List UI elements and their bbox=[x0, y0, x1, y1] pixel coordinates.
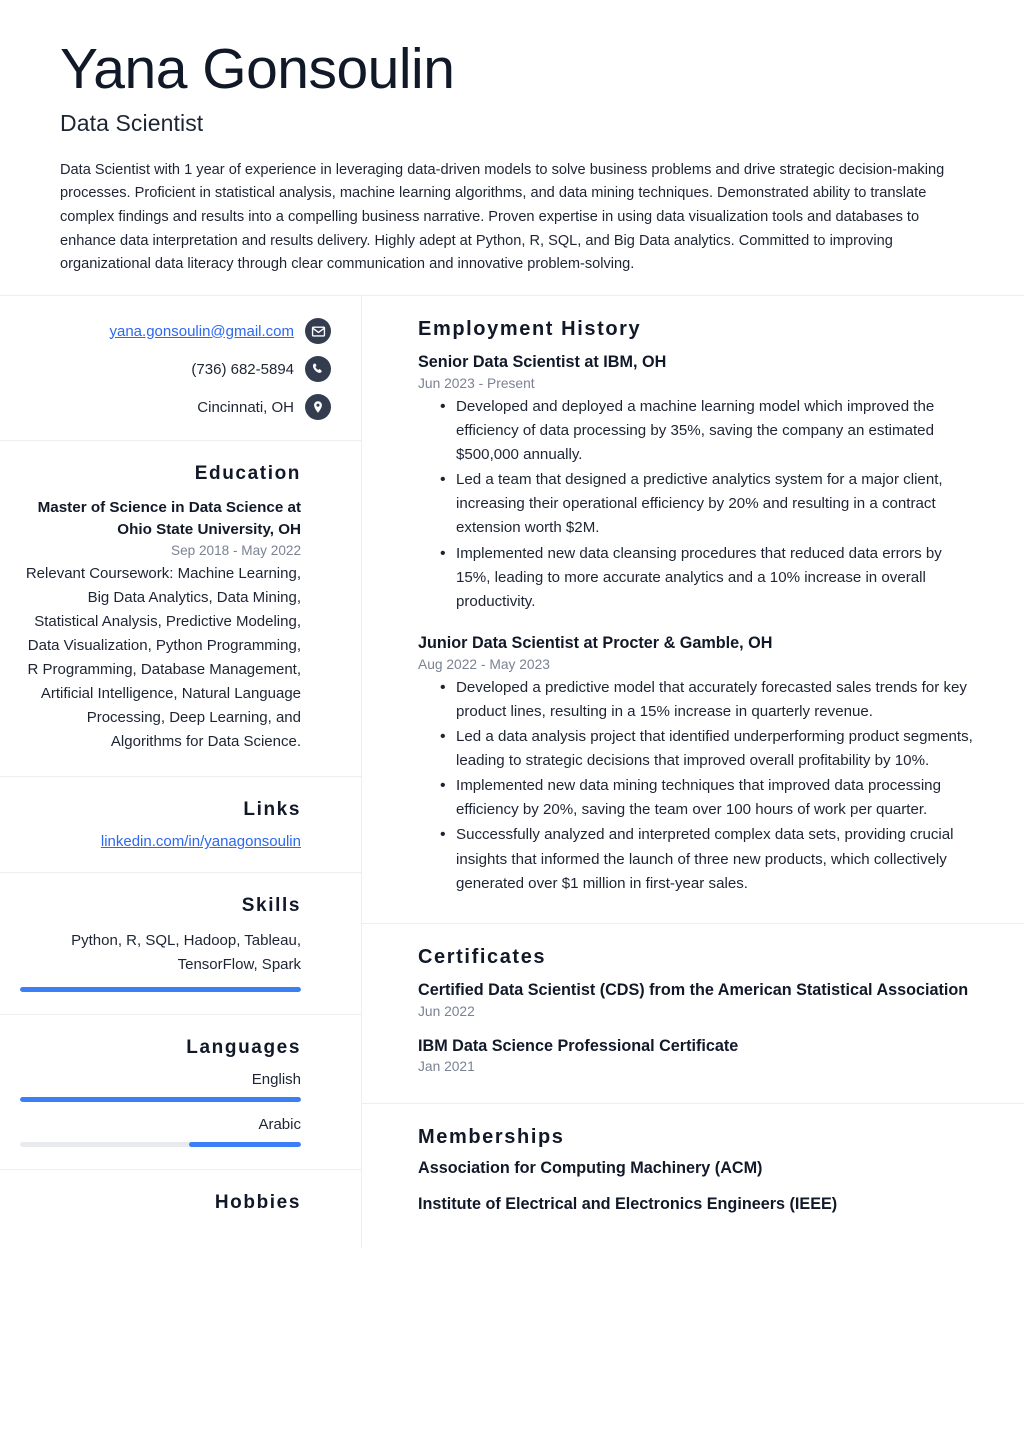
education-degree: Master of Science in Data Science at Ohio State University, OH bbox=[37, 499, 301, 539]
employment-bullets bbox=[418, 676, 974, 896]
candidate-job-title: Data Scientist bbox=[60, 109, 204, 136]
employment-date: Aug 2022 - May 2023 bbox=[418, 656, 550, 672]
phone-icon bbox=[305, 356, 331, 382]
employment-title: Senior Data Scientist at IBM, OH bbox=[418, 353, 667, 372]
employment-bullets bbox=[418, 395, 974, 614]
certificate-date: Jun 2022 bbox=[418, 1003, 475, 1019]
bullet-item: • Successfully analyzed and interpreted complex data sets, providing crucial insights that informed the launch of three new products, which collectively generated over $1 million in first-year sales. bbox=[440, 823, 974, 895]
language-level-fill bbox=[189, 1142, 301, 1147]
candidate-name: Yana Gonsoulin bbox=[60, 37, 455, 101]
certificates-heading: Certificates bbox=[418, 945, 547, 968]
languages-heading: Languages bbox=[186, 1037, 301, 1059]
phone-text: (736) 682-5894 bbox=[191, 360, 294, 378]
memberships-heading: Memberships bbox=[418, 1126, 565, 1149]
location-text: Cincinnati, OH bbox=[197, 398, 294, 416]
resume-header bbox=[0, 0, 1024, 296]
membership-entry: Association for Computing Machinery (ACM) bbox=[418, 1159, 763, 1178]
links-section bbox=[0, 777, 361, 873]
language-item-arabic bbox=[20, 1116, 301, 1147]
main-column bbox=[362, 296, 1024, 1248]
bullet-item: • Implemented new data cleansing procedures that reduced data errors by 15%, leading to more accurate analytics and a 10% increase in overall productivity. bbox=[440, 542, 974, 614]
employment-title: Junior Data Scientist at Procter & Gamble, OH bbox=[418, 633, 773, 652]
contact-details-section bbox=[0, 296, 361, 441]
employment-history-section bbox=[362, 296, 1024, 924]
languages-section bbox=[0, 1015, 361, 1170]
sidebar bbox=[0, 296, 362, 1248]
language-level-bar bbox=[20, 1097, 301, 1102]
language-name: Arabic bbox=[258, 1116, 301, 1134]
certificate-entry bbox=[418, 979, 974, 1019]
hobbies-heading: Hobbies bbox=[214, 1192, 301, 1214]
education-date: Sep 2018 - May 2022 bbox=[171, 543, 301, 559]
contact-row-location bbox=[20, 394, 331, 420]
education-section bbox=[0, 441, 361, 777]
envelope-icon bbox=[305, 318, 331, 344]
skills-heading: Skills bbox=[241, 895, 301, 917]
certificate-date: Jan 2021 bbox=[418, 1059, 475, 1075]
professional-summary: Data Scientist with 1 year of experience in leveraging data-driven models to solve business problems and drive strategic decision-making processes. Proficient in statistical analysis, machine learning algorithms, and data mining techniques. Demonstrated ability to translate complex findings and results into a compelling business narrative. Proven expertise in using data visualization tools and databases to enhance data interpretation and results delivery. Highly adept at Python, R, SQL, and Big Data analytics. Committed to improving organizational data literacy through clear communication and innovative problem-solving. bbox=[60, 161, 945, 273]
employment-history-heading: Employment History bbox=[418, 318, 642, 341]
links-heading: Links bbox=[243, 799, 301, 821]
email-text[interactable]: yana.gonsoulin@gmail.com bbox=[109, 322, 294, 340]
map-pin-icon bbox=[305, 394, 331, 420]
language-level-fill bbox=[20, 1097, 301, 1102]
education-heading: Education bbox=[194, 463, 301, 485]
education-coursework: Relevant Coursework: Machine Learning, Big Data Analytics, Data Mining, Statistical Analysis, Predictive Modeling, Data Visualization, Python Programming, R Programming, Database Management, Artificial Intelligence, Natural Language Processing, Deep Learning, and Algorithms for Data Science. bbox=[25, 565, 301, 751]
certificates-section bbox=[362, 924, 1024, 1104]
bullet-item: • Developed and deployed a machine learning model which improved the efficiency of data processing by 35%, saving the company an estimated $500,000 annually. bbox=[440, 395, 974, 467]
employment-entry bbox=[418, 632, 974, 896]
skills-level-fill bbox=[20, 987, 301, 992]
employment-date: Jun 2023 - Present bbox=[418, 375, 535, 391]
language-level-bar bbox=[20, 1142, 301, 1147]
certificate-title: Certified Data Scientist (CDS) from the American Statistical Association bbox=[418, 980, 969, 999]
skills-list: Python, R, SQL, Hadoop, Tableau, TensorFlow, Spark bbox=[71, 932, 301, 974]
memberships-section bbox=[362, 1104, 1024, 1240]
skills-section bbox=[0, 873, 361, 1015]
contact-row-email[interactable] bbox=[20, 318, 331, 344]
hobbies-section bbox=[0, 1170, 361, 1248]
membership-entry: Institute of Electrical and Electronics Engineers (IEEE) bbox=[418, 1195, 838, 1214]
certificate-entry bbox=[418, 1035, 974, 1075]
bullet-item: • Developed a predictive model that accurately forecasted sales trends for key product lines, resulting in a 15% increase in quarterly revenue. bbox=[440, 676, 974, 724]
contact-row-phone bbox=[20, 356, 331, 382]
employment-entry bbox=[418, 351, 974, 614]
certificate-title: IBM Data Science Professional Certificate bbox=[418, 1036, 739, 1055]
language-item-english bbox=[20, 1071, 301, 1102]
bullet-item: • Implemented new data mining techniques that improved data processing efficiency by 20%, saving the team over 100 hours of work per quarter. bbox=[440, 774, 974, 822]
bullet-item: • Led a data analysis project that identified underperforming product segments, leading to strategic decisions that improved overall profitability by 10%. bbox=[440, 725, 974, 773]
link-linkedin[interactable]: linkedin.com/in/yanagonsoulin bbox=[100, 833, 301, 851]
bullet-item: • Led a team that designed a predictive analytics system for a major client, increasing their operational efficiency by 20% and resulting in a contract extension worth $2M. bbox=[440, 468, 974, 540]
skills-level-bar bbox=[20, 987, 301, 992]
resume-body bbox=[0, 296, 1024, 1248]
language-name: English bbox=[251, 1071, 301, 1089]
